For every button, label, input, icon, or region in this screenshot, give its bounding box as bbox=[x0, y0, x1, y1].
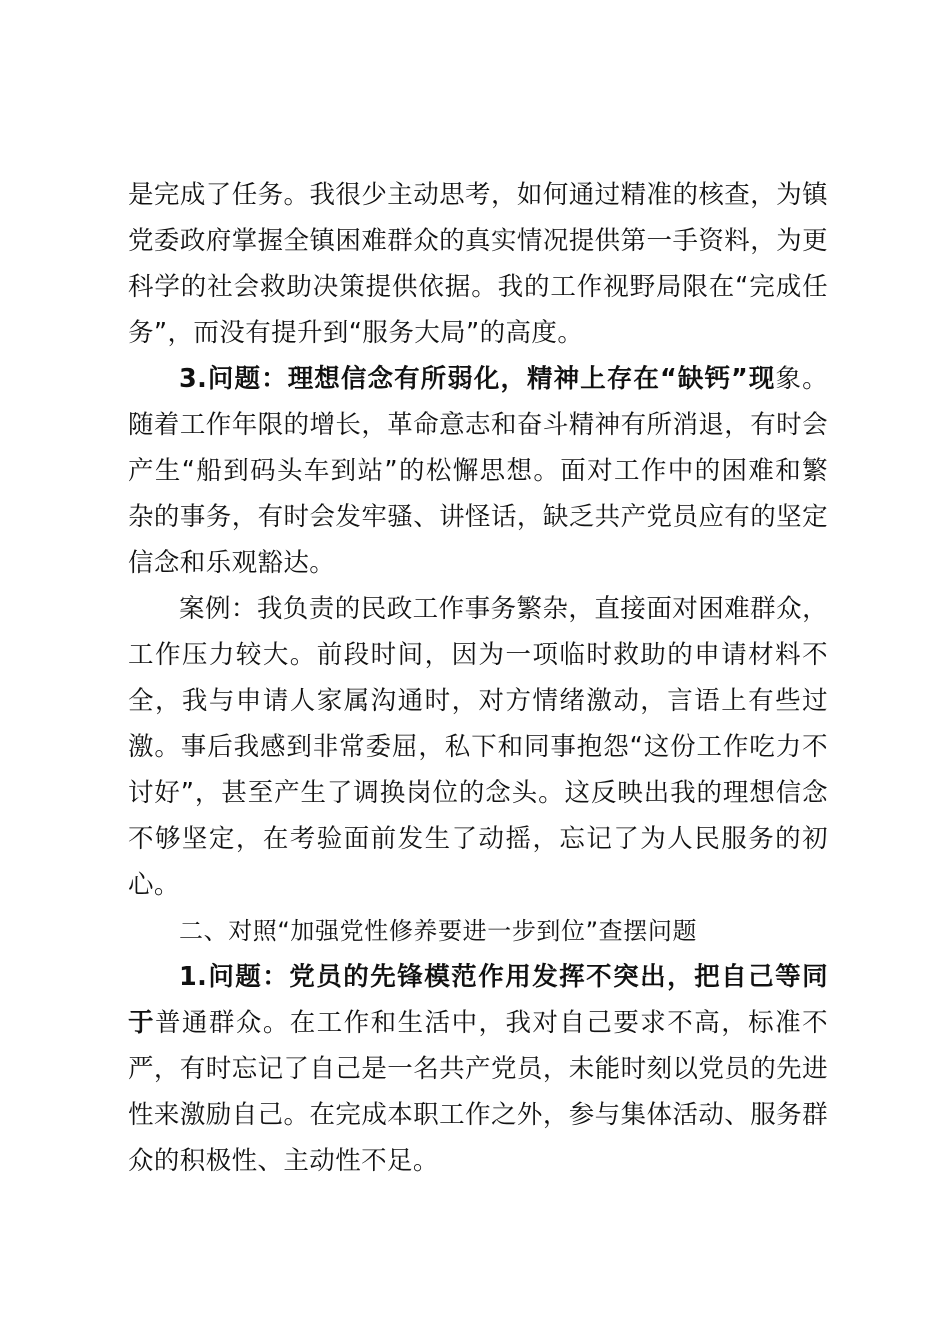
paragraph-case: 案例：我负责的民政工作事务繁杂，直接面对困难群众，工作压力较大。前段时间，因为一项临时救助的申请材料不全，我与申请人家属沟通时，对方情绪激动，言语上有些过激。事后我感到非常委屈，私下和同事抱怨“这份工作吃力不讨好”，甚至产生了调换岗位的念头。这反映出我的理想信念不够坚定，在考验面前发生了动摇，忘记了为人民服务的初心。 bbox=[128, 594, 828, 900]
paragraph-task-completion: 是完成了任务。我很少主动思考，如何通过精准的核查，为镇党委政府掌握全镇困难群众的真实情况提供第一手资料，为更科学的社会救助决策提供依据。我的工作视野局限在“完成任务”，而没有提升到“服务大局”的高度。 bbox=[128, 180, 828, 348]
problem-body-1: 普通群众。在工作和生活中，我对自己要求不高，标准不严，有时忘记了自己是一名共产党员，未能时刻以党员的先进性来激励自己。在完成本职工作之外，参与集体活动、服务群众的积极性、主动性不足。 bbox=[128, 1008, 828, 1176]
paragraph-ideals-weakened bbox=[128, 356, 828, 586]
problem-heading-3: 3.问题：理想信念有所弱化，精神上存在“缺钙”现 bbox=[179, 364, 776, 394]
section-heading-2: 二、对照“加强党性修养要进一步到位”查摆问题 bbox=[179, 917, 698, 945]
problem-body-3: 象。随着工作年限的增长，革命意志和奋斗精神有所消退，有时会产生“船到码头车到站”的松懈思想。面对工作中的困难和繁杂的事务，有时会发牢骚、讲怪话，缺乏共产党员应有的坚定信念和乐观豁达。 bbox=[128, 364, 828, 578]
paragraph-vanguard-role bbox=[128, 954, 828, 1184]
problem-heading-1: 1.问题：党员的先锋模范作用发挥不突出，把自己等同于 bbox=[128, 962, 828, 1038]
document-body bbox=[128, 172, 828, 1184]
